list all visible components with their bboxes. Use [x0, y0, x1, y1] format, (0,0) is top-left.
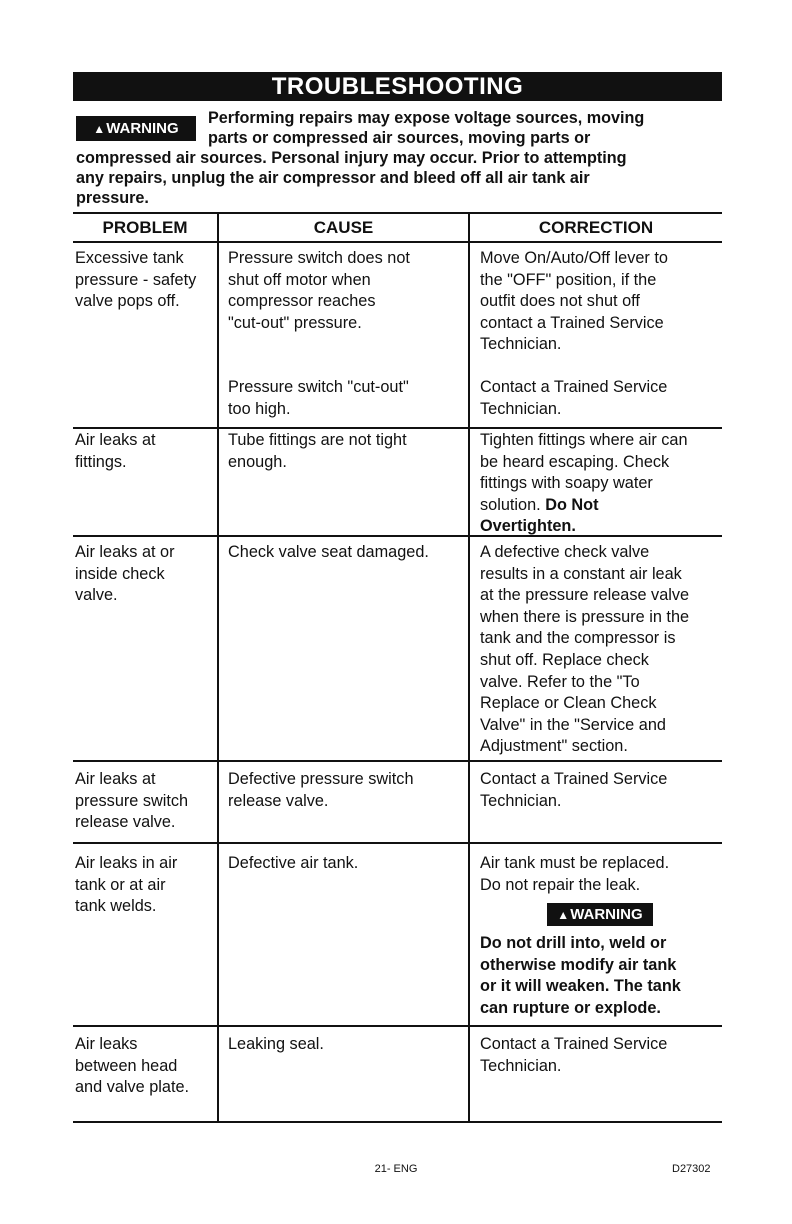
text-line: Contact a Trained Service — [480, 770, 668, 788]
table-top-rule — [73, 212, 722, 214]
section-title: TROUBLESHOOTING — [73, 72, 722, 101]
text-line: Tighten fittings where air can — [480, 431, 688, 449]
correction-cell — [480, 769, 667, 812]
text-line: Leaking seal. — [228, 1035, 324, 1053]
text-line: outfit does not shut off — [480, 292, 640, 311]
text-line: shut off. Replace check — [480, 650, 649, 669]
text-line: Air leaks at or — [75, 543, 175, 561]
table-bottom-rule — [73, 1121, 722, 1123]
row-divider — [73, 842, 722, 844]
header-correction: CORRECTION — [538, 218, 654, 237]
text-line: Defective pressure switch — [228, 770, 414, 788]
text-line: Contact a Trained Service — [480, 378, 668, 396]
text-line: valve. Refer to the "To — [480, 672, 640, 691]
column-divider — [217, 212, 219, 1121]
text-line: and valve plate. — [75, 1078, 190, 1097]
text-line: Contact a Trained Service — [480, 1035, 668, 1053]
text-line: Tube fittings are not tight — [228, 431, 407, 449]
text-line: valve. — [75, 586, 118, 605]
warning-badge-label: WARNING — [570, 906, 643, 924]
problem-cell — [75, 248, 196, 313]
text-line: contact a Trained Service — [480, 313, 664, 332]
warning-text-line: otherwise modify air tank — [480, 955, 677, 974]
text-line: fittings with soapy water — [480, 474, 653, 493]
row-divider — [73, 760, 722, 762]
warning-line: compressed air sources. Personal injury may occur. Prior to attempting — [76, 149, 627, 167]
text-line: enough. — [228, 452, 287, 471]
problem-cell — [75, 542, 175, 607]
text-line: Valve" in the "Service and — [480, 715, 666, 734]
correction-cell — [480, 248, 668, 356]
problem-cell — [75, 1034, 189, 1099]
text-line: Air leaks at — [75, 770, 156, 788]
header-cause: CAUSE — [313, 218, 374, 237]
correction-cell — [480, 1034, 667, 1077]
text-line: Technician. — [480, 1056, 562, 1075]
cause-cell — [228, 377, 409, 420]
warning-text-line: or it will weaken. The tank — [480, 977, 681, 996]
text-line: when there is pressure in the — [480, 607, 690, 626]
text-line: inside check — [75, 564, 165, 583]
text-line: release valve. — [228, 791, 329, 810]
warning-triangle-icon: ▲ — [557, 908, 570, 923]
text-line: Technician. — [480, 791, 562, 810]
text-line: tank welds. — [75, 897, 157, 916]
warning-line: pressure. — [76, 189, 149, 207]
text-line: Air tank must be replaced. — [480, 854, 670, 872]
text-line: at the pressure release valve — [480, 586, 690, 605]
problem-cell — [75, 769, 188, 834]
text-line: shut off motor when — [228, 270, 371, 289]
text-line: Adjustment" section. — [480, 737, 628, 756]
document-code: D27302 — [672, 1163, 711, 1175]
text-line: compressor reaches — [228, 292, 376, 311]
row-divider — [73, 427, 722, 429]
warning-badge — [547, 903, 652, 926]
text-line: tank and the compressor is — [480, 629, 676, 648]
page-number: 21- ENG — [374, 1163, 418, 1175]
text-line: Technician. — [480, 335, 562, 354]
text-line: the "OFF" position, if the — [480, 270, 657, 289]
text-line: valve pops off. — [75, 292, 180, 311]
emphasis-text: Overtighten. — [480, 517, 576, 536]
correction-cell — [480, 377, 667, 420]
cause-cell — [228, 430, 407, 473]
header-problem: PROBLEM — [102, 218, 188, 237]
text-line: be heard escaping. Check — [480, 452, 670, 471]
text-line: Do not repair the leak. — [480, 875, 641, 894]
text-line: too high. — [228, 399, 291, 418]
warning-line: Performing repairs may expose voltage sources, moving — [208, 109, 645, 127]
cause-cell — [228, 853, 358, 875]
text-line: Excessive tank — [75, 249, 184, 267]
text-line: pressure - safety — [75, 270, 197, 289]
text-line: Air leaks — [75, 1035, 138, 1053]
text-line: Pressure switch "cut-out" — [228, 378, 409, 396]
column-divider — [468, 212, 470, 1121]
warning-message — [76, 108, 726, 208]
cause-cell — [228, 769, 414, 812]
text-line: Pressure switch does not — [228, 249, 410, 267]
text-line: results in a constant air leak — [480, 564, 682, 583]
cause-cell — [228, 542, 429, 564]
warning-line: any repairs, unplug the air compressor and bleed off all air tank air — [76, 169, 590, 187]
warning-triangle-icon: ▲ — [93, 122, 106, 136]
text-line: tank or at air — [75, 875, 166, 894]
text-line: Defective air tank. — [228, 854, 359, 872]
text-line: fittings. — [75, 452, 127, 471]
cause-cell — [228, 248, 410, 334]
correction-cell — [480, 853, 720, 1020]
text-line: pressure switch — [75, 791, 189, 810]
header-rule — [73, 241, 722, 243]
text-line: between head — [75, 1056, 178, 1075]
text-line: Technician. — [480, 399, 562, 418]
warning-badge-label: WARNING — [106, 120, 179, 137]
emphasis-text: Do Not — [545, 495, 599, 514]
correction-cell — [480, 430, 688, 538]
text-line: Air leaks in air — [75, 854, 178, 872]
text-line: "cut-out" pressure. — [228, 313, 362, 332]
text-line: solution. — [480, 495, 541, 514]
problem-cell — [75, 853, 177, 918]
correction-cell — [480, 542, 689, 758]
text-line: A defective check valve — [480, 543, 650, 561]
problem-cell — [75, 430, 156, 473]
text-line: Move On/Auto/Off lever to — [480, 249, 668, 267]
warning-text-line: can rupture or explode. — [480, 998, 661, 1017]
warning-text-line: Do not drill into, weld or — [480, 934, 667, 953]
warning-line: parts or compressed air sources, moving parts or — [208, 129, 591, 147]
row-divider — [73, 1025, 722, 1027]
text-line: Check valve seat damaged. — [228, 543, 429, 561]
text-line: Air leaks at — [75, 431, 156, 449]
text-line: Replace or Clean Check — [480, 694, 657, 713]
text-line: release valve. — [75, 813, 176, 832]
cause-cell — [228, 1034, 324, 1056]
